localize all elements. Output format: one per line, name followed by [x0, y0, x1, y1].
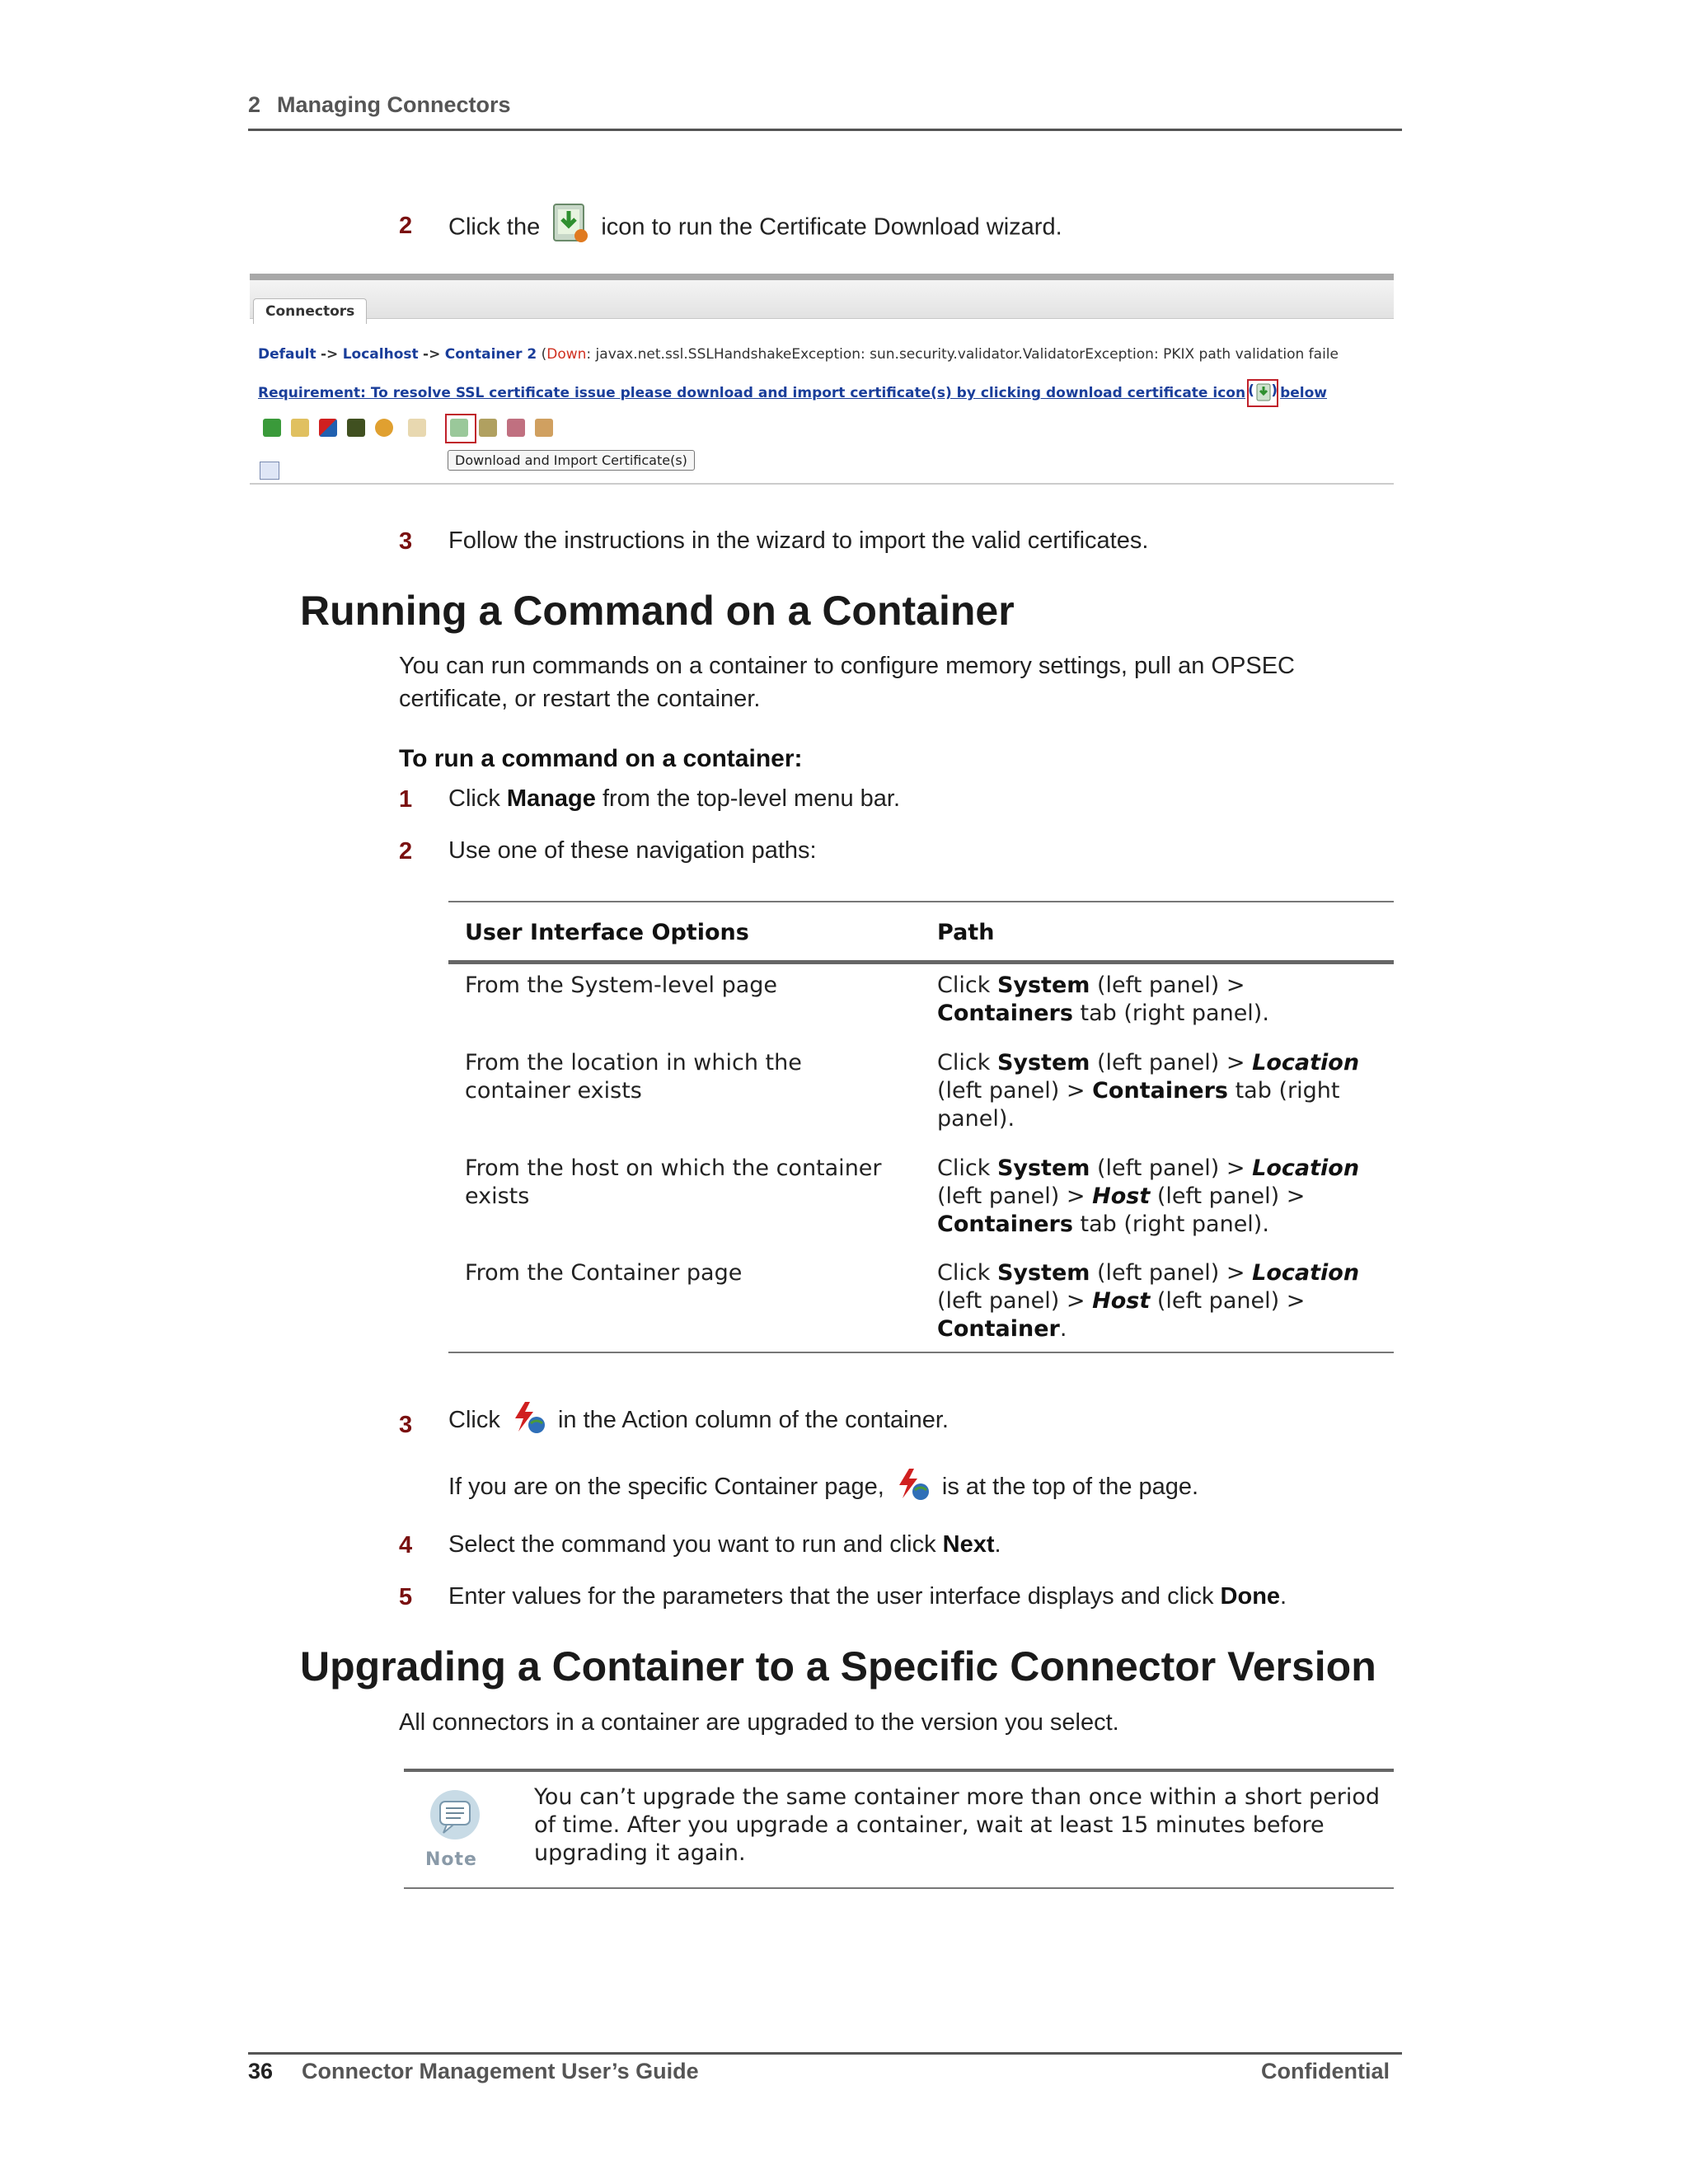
- step-text-post: in the Action column of the container.: [557, 1407, 949, 1433]
- selected-icon-highlight: [445, 414, 476, 443]
- step-number: 5: [399, 1584, 413, 1610]
- lock-icon[interactable]: [535, 419, 553, 437]
- requirement-paren-open: (: [1248, 382, 1254, 399]
- step-subnote-post: is at the top of the page.: [941, 1474, 1199, 1500]
- step-text-post: icon to run the Certificate Download wizard.: [601, 213, 1062, 241]
- run-command-icon[interactable]: [319, 419, 337, 437]
- step-text-pre: Click: [448, 1407, 500, 1433]
- column-header: User Interface Options: [465, 920, 749, 945]
- run-command-icon: [510, 1400, 548, 1435]
- certificate-download-icon: [551, 203, 589, 244]
- section-heading: Upgrading a Container to a Specific Connector Version: [300, 1643, 1376, 1690]
- table-cell-path: Click System (left panel) > Containers tab (right panel).: [937, 972, 1269, 1026]
- run-command-icon: [894, 1467, 932, 1502]
- done-term: Done: [1220, 1583, 1281, 1610]
- step-number: 3: [399, 528, 413, 555]
- tooltip: Download and Import Certificate(s): [448, 450, 695, 471]
- chart-icon[interactable]: [347, 419, 365, 437]
- note-bottom-rule: [404, 1887, 1394, 1889]
- breadcrumb-arrow: ->: [320, 346, 339, 363]
- step-number: 3: [399, 1412, 413, 1438]
- edit-icon[interactable]: [291, 419, 309, 437]
- step-text-pre: Enter values for the parameters that the user interface displays and click: [448, 1583, 1214, 1610]
- tab-connectors[interactable]: Connectors: [253, 298, 367, 324]
- requirement-paren-close: ): [1271, 382, 1278, 399]
- connectors-screenshot: [250, 274, 1394, 488]
- note-top-rule: [404, 1769, 1394, 1772]
- note-text: You can’t upgrade the same container more than once within a short period of time. After you upgrade a container, wait at least 15 minutes before upgrading it again.: [534, 1784, 1380, 1866]
- page-number: 36: [248, 2059, 274, 2083]
- step-text-post: .: [994, 1531, 1001, 1558]
- breadcrumb-arrow: ->: [423, 346, 441, 363]
- note-box: [404, 1769, 1394, 1889]
- tools-icon[interactable]: [507, 419, 525, 437]
- upgrade-icon[interactable]: [479, 419, 497, 437]
- step-text: [448, 782, 900, 815]
- tab-strip: [250, 280, 1394, 319]
- step-text: [448, 1404, 949, 1438]
- requirement-certificate-icon[interactable]: [1247, 379, 1278, 407]
- screenshot-bottom-line: [250, 483, 1394, 485]
- table-cell-path: Click System (left panel) > Location (left panel) > Containers tab (right panel).: [937, 1050, 1360, 1132]
- section-intro: All connectors in a container are upgraded to the version you select.: [399, 1709, 1119, 1736]
- error-message: : javax.net.ssl.SSLHandshakeException: sun.security.validator.ValidatorException: PKIX path validation faile: [586, 346, 1339, 363]
- footer-title: Connector Management User’s Guide: [302, 2059, 699, 2083]
- section-heading: Running a Command on a Container: [300, 588, 1015, 634]
- chapter-number: 2: [248, 92, 261, 117]
- table-cell-path: Click System (left panel) > Location (left panel) > Host (left panel) > Container.: [937, 1260, 1360, 1342]
- table-cell-option: From the Container page: [465, 1260, 743, 1286]
- section-intro: [399, 649, 1396, 715]
- footer-rule: [248, 2052, 1402, 2055]
- requirement-link[interactable]: [258, 379, 1327, 407]
- step-text-pre: Select the command you want to run and click: [448, 1531, 936, 1558]
- intro-line: You can run commands on a container to configure memory settings, pull an OPSEC: [399, 653, 1296, 679]
- header-rule: [248, 129, 1402, 131]
- requirement-below: below: [1280, 385, 1327, 401]
- step-text-pre: Click the: [448, 213, 541, 241]
- step-text: Follow the instructions in the wizard to import the valid certificates.: [448, 527, 1149, 554]
- footer-confidential: Confidential: [1261, 2059, 1390, 2083]
- step-text: [448, 1580, 1287, 1613]
- requirement-text: Requirement: To resolve SSL certificate issue please download and import certificate(s) by clicking download certificate icon: [258, 385, 1246, 401]
- next-term: Next: [942, 1531, 995, 1558]
- screenshot-top-bar: [250, 274, 1394, 280]
- table-cell-option: From the System-level page: [465, 972, 778, 998]
- step-text-pre: Click: [448, 785, 500, 812]
- manage-term: Manage: [506, 785, 596, 812]
- table-bottom-rule: [448, 1352, 1394, 1353]
- note-icon: [424, 1788, 486, 1846]
- step-text: Use one of these navigation paths:: [448, 837, 817, 864]
- breadcrumb: [258, 346, 1339, 363]
- running-header: [248, 92, 511, 118]
- step-text: [448, 208, 1062, 249]
- table-top-rule: [448, 901, 1394, 902]
- breadcrumb-paren: (: [541, 346, 547, 363]
- table-header-rule: [448, 960, 1394, 964]
- document-icon[interactable]: [408, 419, 426, 437]
- intro-line: certificate, or restart the container.: [399, 686, 761, 712]
- step-number: 1: [399, 786, 413, 813]
- step-text-post: from the top-level menu bar.: [602, 785, 901, 812]
- step-text-post: .: [1280, 1583, 1287, 1610]
- table-cell-path: Click System (left panel) > Location (left panel) > Host (left panel) > Containers tab (right panel).: [937, 1155, 1360, 1237]
- table-cell-option: From the location in which the container exists: [465, 1050, 802, 1104]
- refresh-icon[interactable]: [375, 419, 393, 437]
- note-label: Note: [425, 1849, 477, 1870]
- status-down: Down: [546, 346, 587, 363]
- step-text: [448, 1528, 1001, 1561]
- step-subnote: [448, 1470, 1198, 1505]
- procedure-title: To run a command on a container:: [399, 745, 803, 772]
- breadcrumb-default[interactable]: Default: [258, 346, 316, 363]
- table-cell-option: From the host on which the container exists: [465, 1155, 882, 1209]
- breadcrumb-container[interactable]: Container 2: [444, 346, 537, 363]
- step-number: 2: [399, 838, 413, 865]
- chapter-title: Managing Connectors: [277, 92, 511, 117]
- step-number: 2: [399, 213, 413, 239]
- step-number: 4: [399, 1532, 413, 1558]
- step-subnote-pre: If you are on the specific Container page,: [448, 1474, 884, 1500]
- breadcrumb-localhost[interactable]: Localhost: [342, 346, 419, 363]
- column-header: Path: [937, 920, 995, 945]
- add-connector-icon[interactable]: [263, 419, 281, 437]
- filter-icon[interactable]: [260, 462, 279, 480]
